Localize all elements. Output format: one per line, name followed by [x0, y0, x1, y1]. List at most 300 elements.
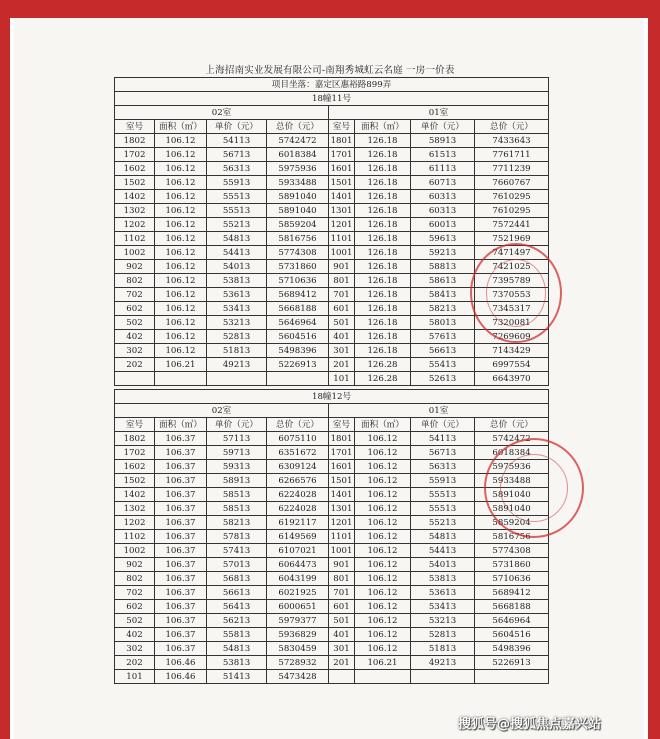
- table-cell: 1501: [329, 176, 355, 190]
- table-cell: 55513: [207, 190, 267, 204]
- table-cell: 301: [329, 642, 355, 656]
- table-cell: 106.12: [355, 558, 411, 572]
- table-cell: 1701: [329, 446, 355, 460]
- table-cell: 501: [329, 316, 355, 330]
- table-row: [115, 670, 549, 684]
- table-cell: 126.18: [355, 162, 411, 176]
- table-cell: 1502: [115, 176, 155, 190]
- table-cell: 5936829: [267, 628, 329, 642]
- table-cell: 5710636: [475, 572, 549, 586]
- table-cell: [355, 670, 411, 684]
- table-cell: 1801: [329, 134, 355, 148]
- table-cell: 60013: [411, 218, 475, 232]
- table-cell: 6000651: [267, 600, 329, 614]
- table-cell: 59713: [207, 446, 267, 460]
- table-cell: 5891040: [267, 204, 329, 218]
- table-cell: 1102: [115, 232, 155, 246]
- table-cell: 1601: [329, 162, 355, 176]
- table-cell: 106.12: [355, 502, 411, 516]
- table-cell: 106.12: [155, 288, 207, 302]
- table-cell: 57413: [207, 544, 267, 558]
- table-cell: 106.12: [155, 246, 207, 260]
- table-cell: 56313: [411, 460, 475, 474]
- table-cell: 126.28: [355, 372, 411, 386]
- table-cell: 126.18: [355, 176, 411, 190]
- table-cell: 1201: [329, 218, 355, 232]
- table-cell: 106.12: [355, 600, 411, 614]
- table-cell: 6018384: [475, 446, 549, 460]
- table-cell: 106.37: [155, 586, 207, 600]
- table-cell: 5689412: [267, 288, 329, 302]
- table-cell: 54013: [411, 558, 475, 572]
- table-cell: 106.12: [155, 218, 207, 232]
- table-cell: 1701: [329, 148, 355, 162]
- table-cell: 1802: [115, 134, 155, 148]
- table-cell: 106.12: [155, 232, 207, 246]
- table-cell: 5728932: [267, 656, 329, 670]
- table-cell: 6224028: [267, 488, 329, 502]
- unit-header-02: 02室: [115, 404, 329, 418]
- column-header: 总价（元）: [267, 120, 329, 134]
- table-cell: 106.12: [355, 460, 411, 474]
- table-cell: 61113: [411, 162, 475, 176]
- table-cell: 1401: [329, 190, 355, 204]
- table-cell: 58413: [411, 288, 475, 302]
- table-cell: 106.12: [155, 134, 207, 148]
- table-cell: 6075110: [267, 432, 329, 446]
- table-cell: 52813: [411, 628, 475, 642]
- table-cell: 7345317: [475, 302, 549, 316]
- table-row: [115, 302, 549, 316]
- table-cell: 57813: [207, 530, 267, 544]
- table-cell: 202: [115, 358, 155, 372]
- table-row: [115, 190, 549, 204]
- table-cell: 58513: [207, 488, 267, 502]
- column-header: 面积（㎡）: [355, 120, 411, 134]
- table-row: [115, 358, 549, 372]
- table-row: [115, 204, 549, 218]
- table-cell: 54113: [207, 134, 267, 148]
- table-cell: 106.21: [355, 656, 411, 670]
- table-cell: 56613: [411, 344, 475, 358]
- price-table-building-11: [114, 77, 549, 386]
- column-header: 单价（元）: [207, 120, 267, 134]
- table-cell: 54813: [207, 642, 267, 656]
- table-cell: 54013: [207, 260, 267, 274]
- table-cell: 802: [115, 572, 155, 586]
- table-cell: 1402: [115, 190, 155, 204]
- table-cell: 126.18: [355, 330, 411, 344]
- table-cell: 57113: [207, 432, 267, 446]
- table-cell: 401: [329, 330, 355, 344]
- table-row: [115, 218, 549, 232]
- table-cell: [411, 670, 475, 684]
- table-cell: 53813: [411, 572, 475, 586]
- table-cell: 1201: [329, 516, 355, 530]
- table-cell: 106.37: [155, 600, 207, 614]
- table-cell: 302: [115, 642, 155, 656]
- table-cell: 1601: [329, 460, 355, 474]
- table-cell: 5859204: [475, 516, 549, 530]
- table-row: [115, 330, 549, 344]
- table-cell: 5774308: [267, 246, 329, 260]
- table-cell: 1001: [329, 544, 355, 558]
- table-cell: 901: [329, 558, 355, 572]
- table-cell: 6149569: [267, 530, 329, 544]
- table-cell: 1101: [329, 530, 355, 544]
- table-cell: 49213: [207, 358, 267, 372]
- column-header: 单价（元）: [411, 418, 475, 432]
- table-cell: 702: [115, 586, 155, 600]
- table-cell: 5816756: [475, 530, 549, 544]
- table-cell: 53213: [411, 614, 475, 628]
- table-cell: 106.46: [155, 670, 207, 684]
- table-cell: 302: [115, 344, 155, 358]
- table-cell: 55513: [207, 204, 267, 218]
- table-cell: 106.37: [155, 460, 207, 474]
- table-cell: 126.18: [355, 218, 411, 232]
- table-cell: [267, 372, 329, 386]
- table-cell: 106.37: [155, 558, 207, 572]
- table-cell: [329, 670, 355, 684]
- table-cell: 5774308: [475, 544, 549, 558]
- table-cell: 55813: [207, 628, 267, 642]
- table-cell: 106.37: [155, 502, 207, 516]
- table-row: [115, 288, 549, 302]
- table-cell: 60313: [411, 204, 475, 218]
- column-header: 总价（元）: [475, 418, 549, 432]
- table-cell: 202: [115, 656, 155, 670]
- table-cell: 55413: [411, 358, 475, 372]
- table-cell: 106.12: [155, 302, 207, 316]
- table-cell: 6018384: [267, 148, 329, 162]
- table-cell: 1002: [115, 246, 155, 260]
- table-row: [115, 274, 549, 288]
- table-cell: 106.12: [155, 316, 207, 330]
- table-cell: 106.37: [155, 642, 207, 656]
- table-cell: [475, 670, 549, 684]
- table-row: [115, 148, 549, 162]
- table-row: [115, 628, 549, 642]
- table-cell: 902: [115, 260, 155, 274]
- table-cell: 5226913: [267, 358, 329, 372]
- table-row: [115, 614, 549, 628]
- table-cell: 53813: [207, 274, 267, 288]
- table-cell: 106.12: [155, 330, 207, 344]
- table-cell: 7269609: [475, 330, 549, 344]
- table-cell: 55513: [411, 488, 475, 502]
- table-cell: 58213: [411, 302, 475, 316]
- table-cell: 54813: [411, 530, 475, 544]
- table-cell: 106.12: [355, 474, 411, 488]
- table-cell: 106.21: [155, 358, 207, 372]
- table-cell: 501: [329, 614, 355, 628]
- table-cell: 106.12: [155, 204, 207, 218]
- table-cell: 1802: [115, 432, 155, 446]
- table-cell: 53613: [207, 288, 267, 302]
- table-row: [115, 246, 549, 260]
- table-cell: 1301: [329, 204, 355, 218]
- table-cell: 55213: [411, 516, 475, 530]
- table-cell: 5731860: [267, 260, 329, 274]
- table-cell: 201: [329, 656, 355, 670]
- table-cell: 602: [115, 600, 155, 614]
- table-cell: 106.37: [155, 488, 207, 502]
- table-cell: 6064473: [267, 558, 329, 572]
- table-cell: 60313: [411, 190, 475, 204]
- unit-header-01: 01室: [329, 404, 549, 418]
- table-cell: 55213: [207, 218, 267, 232]
- table-cell: 402: [115, 628, 155, 642]
- table-row: [115, 446, 549, 460]
- table-cell: 801: [329, 274, 355, 288]
- column-header: 面积（㎡）: [355, 418, 411, 432]
- table-cell: 106.12: [155, 190, 207, 204]
- table-cell: 5975936: [475, 460, 549, 474]
- red-frame-right: [648, 0, 660, 739]
- table-cell: 1301: [329, 502, 355, 516]
- red-frame-top: [0, 0, 660, 18]
- table-cell: 53613: [411, 586, 475, 600]
- price-table-building-12: [114, 389, 549, 684]
- table-cell: 106.46: [155, 656, 207, 670]
- column-header: 室号: [115, 120, 155, 134]
- table-cell: 53413: [411, 600, 475, 614]
- building-name: 18幢12号: [115, 390, 549, 404]
- table-cell: 1602: [115, 162, 155, 176]
- table-row: [115, 656, 549, 670]
- table-cell: 126.28: [355, 358, 411, 372]
- table-cell: 7421025: [475, 260, 549, 274]
- unit-header-02: 02室: [115, 106, 329, 120]
- column-header: 总价（元）: [475, 120, 549, 134]
- table-cell: 701: [329, 586, 355, 600]
- table-cell: 6266576: [267, 474, 329, 488]
- table-cell: 57613: [411, 330, 475, 344]
- table-cell: 106.12: [155, 260, 207, 274]
- table-cell: 1101: [329, 232, 355, 246]
- table-cell: 1001: [329, 246, 355, 260]
- table-cell: 5975936: [267, 162, 329, 176]
- table-cell: 52813: [207, 330, 267, 344]
- table-cell: 51813: [411, 642, 475, 656]
- table-cell: 126.18: [355, 344, 411, 358]
- table-cell: 401: [329, 628, 355, 642]
- table-cell: 106.37: [155, 530, 207, 544]
- table-cell: 1801: [329, 432, 355, 446]
- table-row: [115, 460, 549, 474]
- table-cell: 5689412: [475, 586, 549, 600]
- table-cell: 502: [115, 614, 155, 628]
- table-cell: 126.18: [355, 246, 411, 260]
- column-header: 面积（㎡）: [155, 418, 207, 432]
- table-cell: 54413: [411, 544, 475, 558]
- table-cell: 59613: [411, 232, 475, 246]
- table-cell: 1702: [115, 446, 155, 460]
- table-cell: 1302: [115, 204, 155, 218]
- table-cell: 7761711: [475, 148, 549, 162]
- table-cell: 6021925: [267, 586, 329, 600]
- table-cell: 106.12: [155, 162, 207, 176]
- building-name: 18幢11号: [115, 92, 549, 106]
- project-location: 项目坐落：嘉定区惠裕路899弄: [115, 78, 549, 92]
- table-cell: 58813: [411, 260, 475, 274]
- table-cell: 7610295: [475, 204, 549, 218]
- table-cell: 52613: [411, 372, 475, 386]
- table-cell: 301: [329, 344, 355, 358]
- table-cell: 106.12: [355, 614, 411, 628]
- table-cell: 901: [329, 260, 355, 274]
- table-cell: 53813: [207, 656, 267, 670]
- table-row: [115, 232, 549, 246]
- table-cell: 601: [329, 302, 355, 316]
- table-cell: 58613: [411, 274, 475, 288]
- table-cell: 106.37: [155, 446, 207, 460]
- table-row: [115, 586, 549, 600]
- table-cell: 5933488: [475, 474, 549, 488]
- table-row: [115, 600, 549, 614]
- table-cell: 802: [115, 274, 155, 288]
- table-row: [115, 516, 549, 530]
- table-cell: 1102: [115, 530, 155, 544]
- table-cell: 101: [329, 372, 355, 386]
- table-cell: 5498396: [475, 642, 549, 656]
- table-cell: 106.12: [155, 176, 207, 190]
- table-cell: 7395789: [475, 274, 549, 288]
- table-cell: 5816756: [267, 232, 329, 246]
- table-cell: 56613: [207, 586, 267, 600]
- table-cell: 126.18: [355, 302, 411, 316]
- column-header: 总价（元）: [267, 418, 329, 432]
- column-header: 室号: [329, 418, 355, 432]
- table-row: [115, 372, 549, 386]
- table-cell: 106.37: [155, 432, 207, 446]
- table-row: [115, 260, 549, 274]
- table-cell: 106.37: [155, 628, 207, 642]
- table-cell: 1202: [115, 218, 155, 232]
- table-cell: 5473428: [267, 670, 329, 684]
- table-cell: 106.12: [155, 274, 207, 288]
- table-cell: 59213: [411, 246, 475, 260]
- table-cell: 5498396: [267, 344, 329, 358]
- table-cell: 126.18: [355, 232, 411, 246]
- table-row: [115, 162, 549, 176]
- table-cell: 7143429: [475, 344, 549, 358]
- table-cell: 55513: [411, 502, 475, 516]
- table-cell: 106.37: [155, 474, 207, 488]
- table-cell: 6192117: [267, 516, 329, 530]
- table-row: [115, 572, 549, 586]
- table-cell: 126.18: [355, 190, 411, 204]
- table-cell: 126.18: [355, 274, 411, 288]
- table-cell: 5933488: [267, 176, 329, 190]
- table-cell: 1602: [115, 460, 155, 474]
- column-header-row: [115, 418, 549, 432]
- table-cell: 5891040: [267, 190, 329, 204]
- table-cell: 7433643: [475, 134, 549, 148]
- table-cell: 58513: [207, 502, 267, 516]
- red-frame-left: [0, 0, 10, 739]
- table-cell: 902: [115, 558, 155, 572]
- table-cell: 602: [115, 302, 155, 316]
- table-cell: 56713: [207, 148, 267, 162]
- table-cell: 56713: [411, 446, 475, 460]
- unit-header-01: 01室: [329, 106, 549, 120]
- column-header: 面积（㎡）: [155, 120, 207, 134]
- table-cell: 56813: [207, 572, 267, 586]
- table-cell: 502: [115, 316, 155, 330]
- table-row: [115, 316, 549, 330]
- table-cell: 701: [329, 288, 355, 302]
- table-cell: 55913: [207, 176, 267, 190]
- table-cell: 56213: [207, 614, 267, 628]
- table-cell: [207, 372, 267, 386]
- table-cell: 106.12: [355, 572, 411, 586]
- table-cell: 6107021: [267, 544, 329, 558]
- table-cell: 51413: [207, 670, 267, 684]
- table-cell: 55913: [411, 474, 475, 488]
- table-cell: 58013: [411, 316, 475, 330]
- table-cell: 1002: [115, 544, 155, 558]
- table-cell: 6643970: [475, 372, 549, 386]
- table-cell: 402: [115, 330, 155, 344]
- table-cell: 6351672: [267, 446, 329, 460]
- table-cell: 106.12: [355, 432, 411, 446]
- table-cell: 126.18: [355, 316, 411, 330]
- table-cell: 7471497: [475, 246, 549, 260]
- table-cell: 126.18: [355, 134, 411, 148]
- column-header: 室号: [329, 120, 355, 134]
- table-cell: 126.18: [355, 260, 411, 274]
- table-cell: 61513: [411, 148, 475, 162]
- table-cell: 58213: [207, 516, 267, 530]
- table-cell: 126.18: [355, 204, 411, 218]
- table-cell: 5979377: [267, 614, 329, 628]
- table-cell: 106.12: [355, 516, 411, 530]
- table-cell: 53413: [207, 302, 267, 316]
- table-cell: 58913: [207, 474, 267, 488]
- table-cell: 106.12: [155, 344, 207, 358]
- table-cell: 54413: [207, 246, 267, 260]
- table-cell: 7711239: [475, 162, 549, 176]
- table-cell: 7610295: [475, 190, 549, 204]
- table-cell: 126.18: [355, 288, 411, 302]
- table-cell: 5742472: [267, 134, 329, 148]
- table-cell: 54813: [207, 232, 267, 246]
- table-cell: 106.37: [155, 516, 207, 530]
- table-row: [115, 488, 549, 502]
- table-cell: 106.37: [155, 572, 207, 586]
- table-cell: 7521969: [475, 232, 549, 246]
- table-cell: 106.12: [355, 530, 411, 544]
- table-cell: 5604516: [267, 330, 329, 344]
- source-watermark: 搜狐号@搜狐焦点嘉兴站: [458, 717, 602, 732]
- table-cell: 5891040: [475, 502, 549, 516]
- table-cell: 5731860: [475, 558, 549, 572]
- table-cell: 106.12: [355, 628, 411, 642]
- table-cell: 106.12: [355, 446, 411, 460]
- table-cell: 51813: [207, 344, 267, 358]
- table-cell: 5646964: [267, 316, 329, 330]
- table-cell: 106.37: [155, 614, 207, 628]
- table-cell: 7320081: [475, 316, 549, 330]
- table-cell: 5668188: [267, 302, 329, 316]
- table-cell: 5710636: [267, 274, 329, 288]
- table-cell: 56413: [207, 600, 267, 614]
- table-cell: 5891040: [475, 488, 549, 502]
- table-cell: 1302: [115, 502, 155, 516]
- table-cell: 7660767: [475, 176, 549, 190]
